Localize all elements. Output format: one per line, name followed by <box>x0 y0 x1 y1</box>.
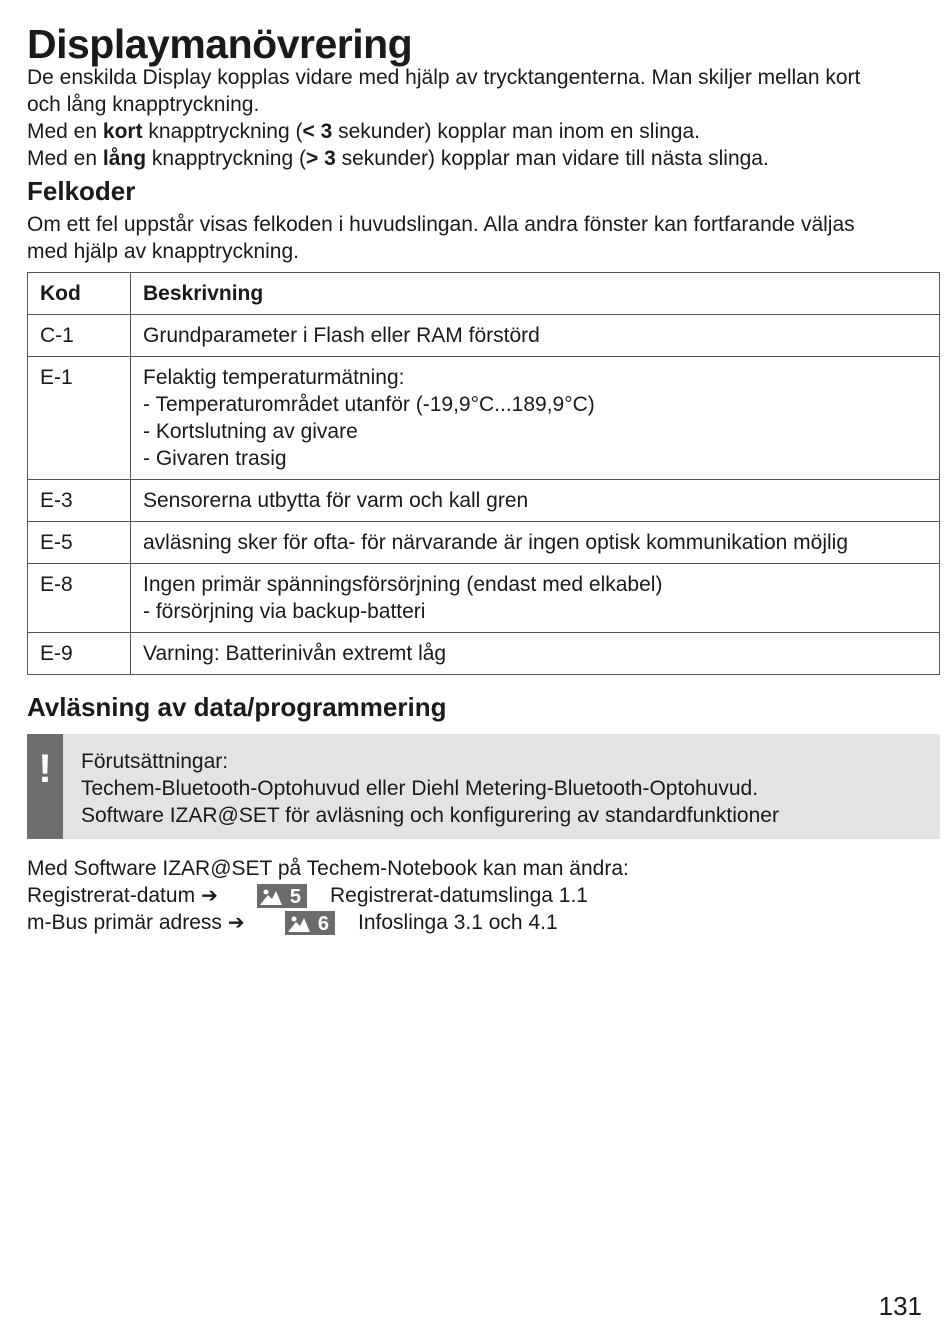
description-line: - försörjning via backup-batteri <box>143 600 426 623</box>
image-reference-badge <box>285 911 335 935</box>
table-row <box>28 564 940 633</box>
row-description <box>131 315 940 357</box>
short-bold: kort <box>102 120 143 143</box>
table-row <box>28 315 940 357</box>
row-description <box>131 357 940 480</box>
table-row <box>28 633 940 675</box>
long-mid: knapptryckning ( <box>146 147 306 170</box>
row-code: C-1 <box>28 315 131 357</box>
description-line: Varning: Batterinivån extremt låg <box>143 642 447 665</box>
felkoder-text-1: Om ett fel uppstår visas felkoden i huvudslingan. Alla andra fönster kan fortfarande väljas <box>27 213 855 236</box>
row-description <box>131 564 940 633</box>
row-code: E-3 <box>28 480 131 522</box>
software-text: Med Software IZAR@SET på Techem-Notebook kan man ändra: <box>27 857 629 880</box>
arrow-right-icon: ➔ <box>227 912 245 934</box>
short-pre: Med en <box>27 120 103 143</box>
intro-long-press <box>27 145 769 172</box>
reference-target: Registrerat-datumslinga 1.1 <box>330 884 588 907</box>
note-line: Techem-Bluetooth-Optohuvud eller Diehl Metering-Bluetooth-Optohuvud. <box>81 777 759 800</box>
table-row <box>28 480 940 522</box>
long-post: sekunder) kopplar man vidare till nästa slinga. <box>335 147 769 170</box>
description-line: Ingen primär spänningsförsörjning (endast med elkabel) <box>143 573 663 596</box>
header-description: Beskrivning <box>131 273 940 315</box>
long-pre: Med en <box>27 147 103 170</box>
short-post: sekunder) kopplar man inom en slinga. <box>332 120 700 143</box>
description-line: Felaktig temperaturmätning: <box>143 366 405 389</box>
note-line: Förutsättningar: <box>81 750 229 773</box>
table-row <box>28 522 940 564</box>
image-number: 6 <box>317 913 329 935</box>
row-description <box>131 480 940 522</box>
error-code-table <box>27 272 940 675</box>
reference-label: Registrerat-datum <box>27 884 196 907</box>
warning-icon: ! <box>27 734 63 839</box>
reference-target: Infoslinga 3.1 och 4.1 <box>358 911 558 934</box>
picture-icon <box>288 914 310 932</box>
row-code: E-1 <box>28 357 131 480</box>
long-cmp: > 3 <box>305 147 336 170</box>
description-line: Grundparameter i Flash eller RAM förstörd <box>143 324 540 347</box>
table-row <box>28 357 940 480</box>
header-code: Kod <box>28 273 131 315</box>
row-code: E-9 <box>28 633 131 675</box>
description-line: - Temperaturområdet utanför (-19,9°C...189,9°C) <box>143 393 595 416</box>
short-mid: knapptryckning ( <box>142 120 303 143</box>
reference-row-2 <box>27 909 940 936</box>
intro-line-2: och lång knapptryckning. <box>27 93 260 116</box>
image-reference-badge <box>257 884 307 908</box>
felkoder-heading: Felkoder <box>27 176 136 206</box>
description-line: avläsning sker för ofta- för närvarande är ingen optisk kommunikation möjlig <box>143 531 849 554</box>
page-title: Displaymanövrering <box>27 21 413 67</box>
description-line: Sensorerna utbytta för varm och kall gren <box>143 489 529 512</box>
row-description <box>131 522 940 564</box>
note-text <box>81 748 779 829</box>
image-number: 5 <box>289 886 301 908</box>
description-line: - Kortslutning av givare <box>143 420 358 443</box>
description-line: - Givaren trasig <box>143 447 287 470</box>
short-cmp: < 3 <box>302 120 333 143</box>
row-code: E-8 <box>28 564 131 633</box>
felkoder-text-2: med hjälp av knapptryckning. <box>27 240 299 263</box>
intro-line-1: De enskilda Display kopplas vidare med hjälp av trycktangenterna. Man skiljer mellan kort <box>27 66 861 89</box>
avlasning-heading: Avläsning av data/programmering <box>27 692 447 722</box>
intro-short-press <box>27 118 700 145</box>
note-line: Software IZAR@SET för avläsning och konfigurering av standardfunktioner <box>81 804 779 827</box>
prerequisites-note <box>27 734 940 839</box>
row-code: E-5 <box>28 522 131 564</box>
reference-row-1 <box>27 882 940 909</box>
arrow-right-icon: ➔ <box>201 885 218 907</box>
row-description <box>131 633 940 675</box>
long-bold: lång <box>102 147 147 170</box>
table-header-row <box>28 273 940 315</box>
reference-label: m-Bus primär adress <box>27 911 222 934</box>
picture-icon <box>260 887 282 905</box>
page-number: 131 <box>878 1291 922 1321</box>
